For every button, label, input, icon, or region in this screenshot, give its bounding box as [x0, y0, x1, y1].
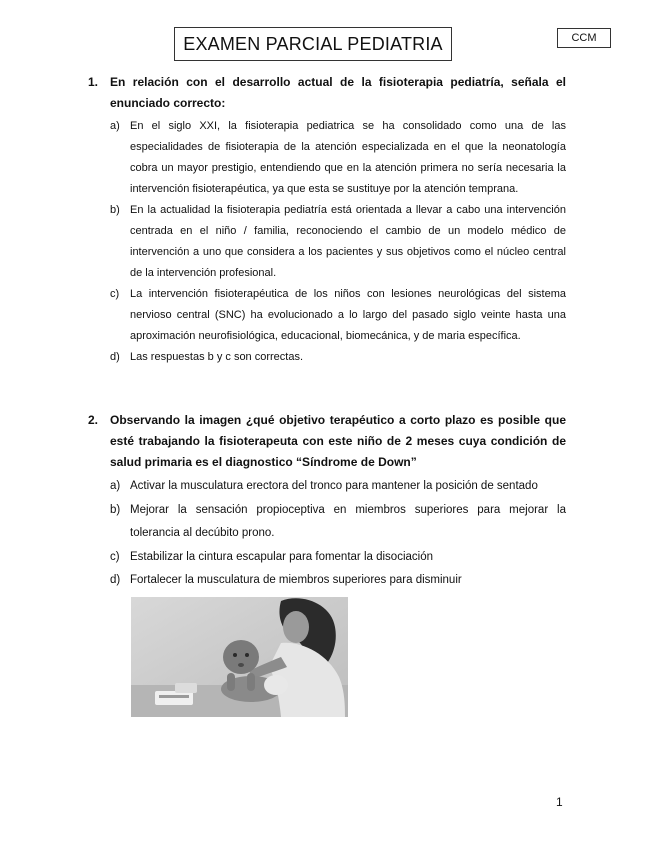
option-letter: a) — [110, 120, 120, 132]
course-code: CCM — [571, 32, 597, 44]
question-2-text: Observando la imagen ¿qué objetivo terapéutico a corto plazo es posible que esté trabajando la fisioterapeuta con este niño de 2 meses cuya condición de salud primaria es el diagnostico “Síndrome de Down” — [110, 413, 566, 469]
exam-title-box — [174, 27, 452, 61]
page-number: 1 — [556, 795, 563, 809]
option-text: La intervención fisioterapéutica de los niños con lesiones neurológicas del sistema nervioso central (SNC) ha evolucionado a lo largo del pasado siglo veinte hasta una aproximación neurofisiológica, educacional, biomecánica, y de maria específica. — [130, 288, 566, 342]
question-1-option-a — [110, 116, 566, 200]
question-2-option-d — [110, 569, 566, 593]
option-letter: d) — [110, 351, 120, 363]
question-2-options — [88, 475, 566, 593]
option-letter: c) — [110, 550, 120, 563]
question-2-option-b — [110, 499, 566, 546]
option-letter: b) — [110, 204, 120, 216]
option-letter: d) — [110, 574, 121, 586]
therapy-photo-illustration — [131, 597, 348, 717]
question-2-stem — [88, 410, 566, 473]
option-letter: b) — [110, 503, 121, 516]
question-2 — [88, 410, 566, 593]
option-text: Las respuestas b y c son correctas. — [130, 351, 304, 363]
question-1-option-d — [110, 347, 566, 368]
question-1-option-b — [110, 200, 566, 284]
question-1 — [88, 72, 566, 368]
question-2-option-a — [110, 475, 566, 499]
course-code-box — [557, 28, 611, 48]
question-1-option-c — [110, 284, 566, 347]
question-1-number: 1. — [88, 75, 99, 89]
option-text: Fortalecer la musculatura de miembros superiores para disminuir — [130, 574, 462, 586]
option-letter: a) — [110, 480, 121, 492]
option-text: En el siglo XXI, la fisioterapia pediatrica se ha consolidado como una de las especialidades de fisioterapia de la atención especializada en el que la neonatología cobra un mayor prestigio, entendiendo que en la atención primera no sería necesaria la intervención fisioterapéutica, ya que esta se sustituye por la atención temprana. — [130, 120, 566, 195]
option-text: Activar la musculatura erectora del tronco para mantener la posición de sentado — [130, 480, 538, 492]
exam-title: EXAMEN PARCIAL PEDIATRIA — [183, 33, 443, 54]
question-2-number: 2. — [88, 413, 99, 427]
therapy-photo — [131, 597, 348, 717]
option-letter: c) — [110, 288, 120, 300]
question-1-stem — [88, 72, 566, 114]
question-2-option-c — [110, 546, 566, 570]
option-text: Mejorar la sensación propioceptiva en miembros superiores para mejorar la tolerancia al decúbito prono. — [130, 503, 566, 539]
question-1-text: En relación con el desarrollo actual de la fisioterapia pediatría, señala el enunciado correcto: — [110, 75, 566, 110]
option-text: Estabilizar la cintura escapular para fomentar la disociación — [130, 550, 433, 563]
option-text: En la actualidad la fisioterapia pediatría está orientada a llevar a cabo una intervención centrada en el niño / familia, reconociendo el cambio de un modelo médico de intervención a uno que considera a los pacientes y sus objetivos como el núcleo central de la intervención profesional. — [130, 204, 566, 279]
question-1-options — [88, 116, 566, 368]
